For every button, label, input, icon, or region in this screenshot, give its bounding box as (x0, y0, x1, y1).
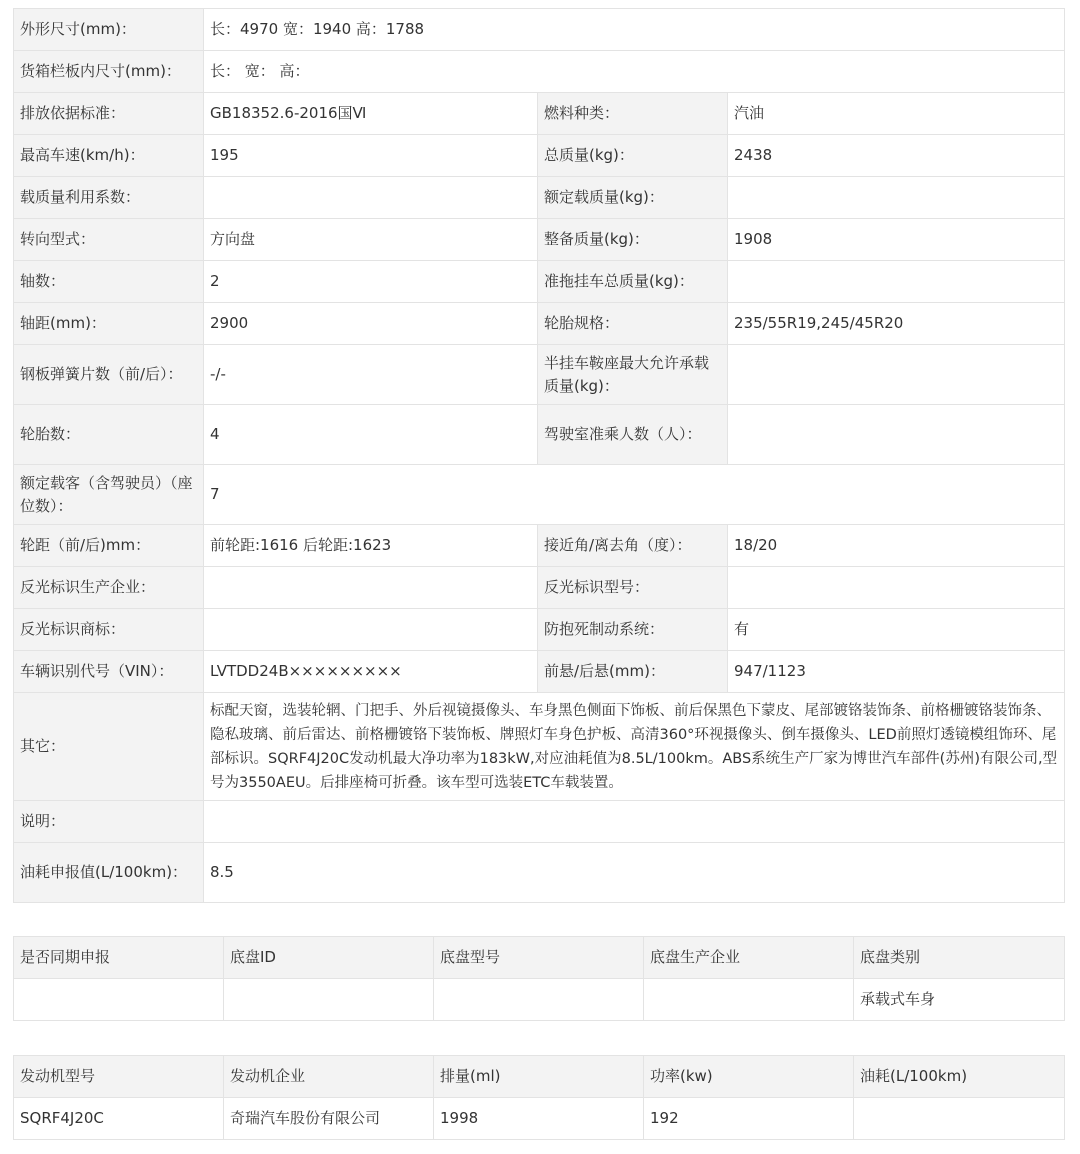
saddle-load-label: 半挂车鞍座最大允许承载质量(kg)： (538, 345, 728, 405)
fuel-consumption-label: 油耗申报值(L/100km)： (14, 843, 204, 903)
axles-value: 2 (204, 261, 538, 303)
chassis-table (13, 936, 1065, 1021)
note-label: 说明： (14, 801, 204, 843)
engine-header-cell: 发动机型号 (14, 1056, 224, 1098)
cab-seats-label: 驾驶室准乘人数（人）： (538, 405, 728, 465)
vin-value: LVTDD24B××××××××× (204, 651, 538, 693)
curb-mass-value: 1908 (728, 219, 1065, 261)
fuel-type-value: 汽油 (728, 93, 1065, 135)
total-mass-label: 总质量(kg)： (538, 135, 728, 177)
emission-std-value: GB18352.6-2016国Ⅵ (204, 93, 538, 135)
table-row (14, 979, 1065, 1021)
reflector-brand-value (204, 609, 538, 651)
spec-row (14, 261, 1065, 303)
spec-row (14, 345, 1065, 405)
chassis-header-row (14, 937, 1065, 979)
chassis-cell (224, 979, 434, 1021)
vehicle-spec-table (13, 8, 1065, 903)
reflector-model-label: 反光标识型号： (538, 567, 728, 609)
angles-label: 接近角/离去角（度）： (538, 525, 728, 567)
vin-label: 车辆识别代号（VIN）： (14, 651, 204, 693)
rated-load-label: 额定载质量(kg)： (538, 177, 728, 219)
spec-row (14, 801, 1065, 843)
dimensions-label: 外形尺寸(mm)： (14, 9, 204, 51)
spec-row (14, 405, 1065, 465)
reflector-maker-label: 反光标识生产企业： (14, 567, 204, 609)
abs-value: 有 (728, 609, 1065, 651)
max-speed-label: 最高车速(km/h)： (14, 135, 204, 177)
track-label: 轮距（前/后)mm： (14, 525, 204, 567)
angles-value: 18/20 (728, 525, 1065, 567)
engine-cell: SQRF4J20C (14, 1098, 224, 1140)
dimensions-value: 长：4970 宽：1940 高：1788 (204, 9, 1065, 51)
engine-header-cell: 油耗(L/100km) (854, 1056, 1065, 1098)
spec-row (14, 525, 1065, 567)
load-coeff-value (204, 177, 538, 219)
engine-cell: 192 (644, 1098, 854, 1140)
chassis-header-cell: 底盘生产企业 (644, 937, 854, 979)
curb-mass-label: 整备质量(kg)： (538, 219, 728, 261)
chassis-header-cell: 是否同期申报 (14, 937, 224, 979)
spec-row (14, 567, 1065, 609)
saddle-load-value (728, 345, 1065, 405)
cargo-box-value: 长： 宽： 高： (204, 51, 1065, 93)
spec-row (14, 843, 1065, 903)
engine-table (13, 1055, 1065, 1140)
engine-cell: 1998 (434, 1098, 644, 1140)
other-label: 其它： (14, 693, 204, 801)
chassis-cell (434, 979, 644, 1021)
rated-load-value (728, 177, 1065, 219)
wheelbase-value: 2900 (204, 303, 538, 345)
spec-row (14, 51, 1065, 93)
chassis-cell (644, 979, 854, 1021)
chassis-header-cell: 底盘类别 (854, 937, 1065, 979)
emission-std-label: 排放依据标准： (14, 93, 204, 135)
other-value: 标配天窗，选装轮辋、门把手、外后视镜摄像头、车身黑色侧面下饰板、前后保黑色下蒙皮、尾部镀铬装饰条、前格栅镀铬装饰条、隐私玻璃、前后雷达、前格栅镀铬下装饰板、牌照灯车身色护板、高清360°环视摄像头、倒车摄像头、LED前照灯透镜模组饰环、尾部标识。SQRF4J20C发动机最大净功率为183kW,对应油耗值为8.5L/100km。ABS系统生产厂家为博世汽车部件(苏州)有限公司,型号为3550AEU。后排座椅可折叠。该车型可选装ETC车载装置。 (204, 693, 1065, 801)
spec-row (14, 609, 1065, 651)
trailer-mass-value (728, 261, 1065, 303)
reflector-model-value (728, 567, 1065, 609)
passengers-value: 7 (204, 465, 1065, 525)
spec-row (14, 177, 1065, 219)
fuel-type-label: 燃料种类： (538, 93, 728, 135)
chassis-cell (14, 979, 224, 1021)
reflector-maker-value (204, 567, 538, 609)
chassis-header-cell: 底盘型号 (434, 937, 644, 979)
spec-row (14, 9, 1065, 51)
cargo-box-label: 货箱栏板内尺寸(mm)： (14, 51, 204, 93)
cab-seats-value (728, 405, 1065, 465)
axles-label: 轴数： (14, 261, 204, 303)
engine-cell (854, 1098, 1065, 1140)
total-mass-value: 2438 (728, 135, 1065, 177)
tire-count-value: 4 (204, 405, 538, 465)
spec-row (14, 651, 1065, 693)
spec-row (14, 693, 1065, 801)
spec-row (14, 93, 1065, 135)
abs-label: 防抱死制动系统： (538, 609, 728, 651)
trailer-mass-label: 准拖挂车总质量(kg)： (538, 261, 728, 303)
track-value: 前轮距:1616 后轮距:1623 (204, 525, 538, 567)
spec-row (14, 465, 1065, 525)
reflector-brand-label: 反光标识商标： (14, 609, 204, 651)
table-row (14, 1098, 1065, 1140)
overhang-label: 前悬/后悬(mm)： (538, 651, 728, 693)
leaf-springs-label: 钢板弹簧片数（前/后）： (14, 345, 204, 405)
spec-row (14, 135, 1065, 177)
spec-row (14, 303, 1065, 345)
passengers-label: 额定载客（含驾驶员）（座位数）： (14, 465, 204, 525)
load-coeff-label: 载质量利用系数： (14, 177, 204, 219)
spec-row (14, 219, 1065, 261)
fuel-consumption-value: 8.5 (204, 843, 1065, 903)
engine-header-cell: 排量(ml) (434, 1056, 644, 1098)
tire-spec-value: 235/55R19,245/45R20 (728, 303, 1065, 345)
overhang-value: 947/1123 (728, 651, 1065, 693)
steering-label: 转向型式： (14, 219, 204, 261)
tire-spec-label: 轮胎规格： (538, 303, 728, 345)
max-speed-value: 195 (204, 135, 538, 177)
engine-header-cell: 发动机企业 (224, 1056, 434, 1098)
chassis-cell: 承载式车身 (854, 979, 1065, 1021)
steering-value: 方向盘 (204, 219, 538, 261)
chassis-header-cell: 底盘ID (224, 937, 434, 979)
tire-count-label: 轮胎数： (14, 405, 204, 465)
engine-header-row (14, 1056, 1065, 1098)
leaf-springs-value: -/- (204, 345, 538, 405)
engine-cell: 奇瑞汽车股份有限公司 (224, 1098, 434, 1140)
engine-header-cell: 功率(kw) (644, 1056, 854, 1098)
note-value (204, 801, 1065, 843)
wheelbase-label: 轴距(mm)： (14, 303, 204, 345)
